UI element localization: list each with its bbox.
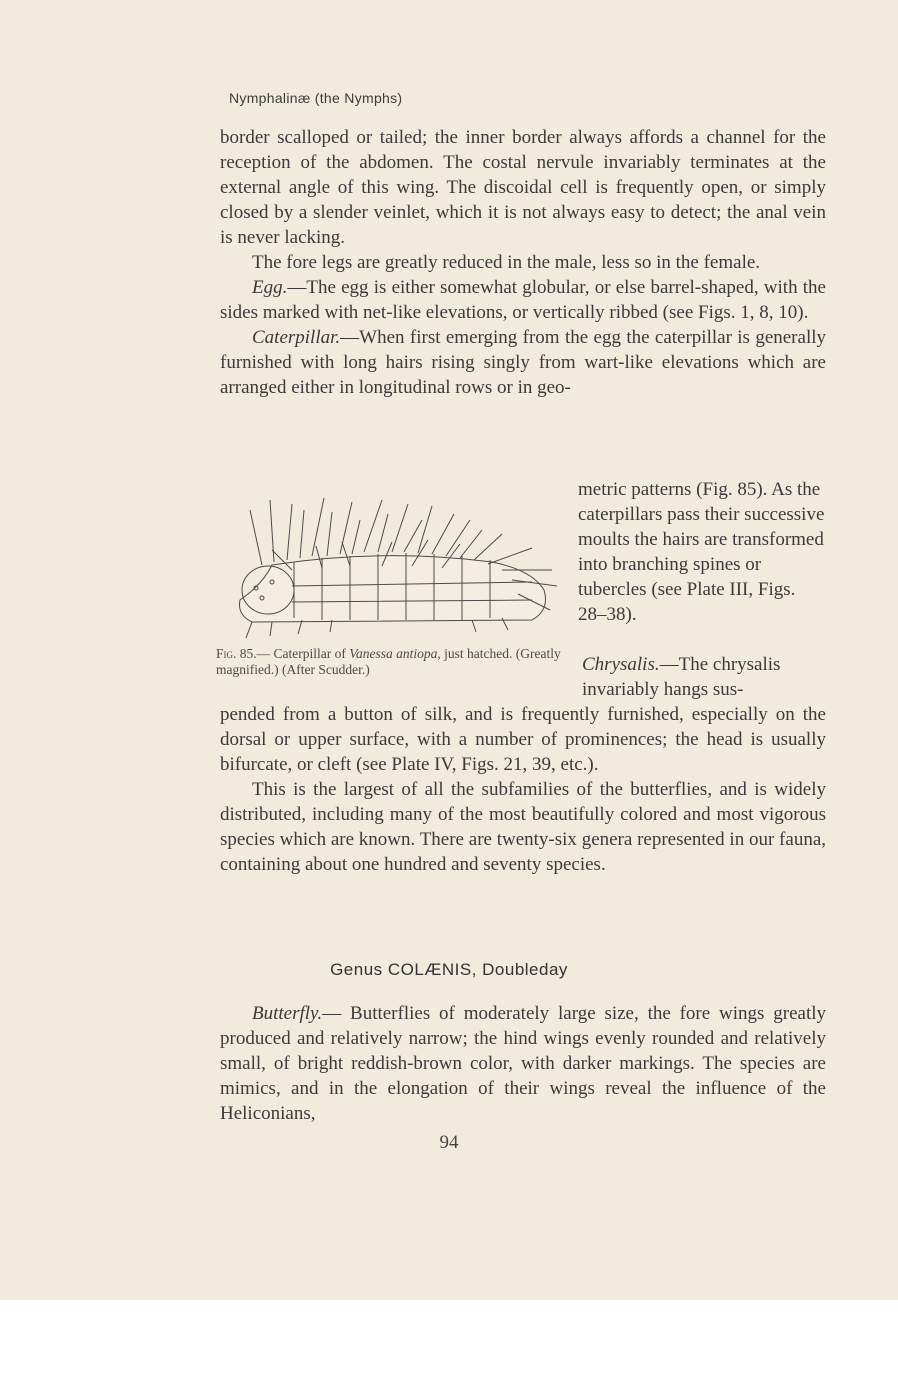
caption-fig-number: Fig. 85. xyxy=(216,646,257,661)
chrysalis-text: —The chrysalis invariably hangs sus- xyxy=(582,654,781,700)
chrysalis-label: Chrysalis. xyxy=(582,654,660,675)
page-number: 94 xyxy=(439,1132,459,1153)
paragraph-egg xyxy=(220,275,826,325)
caterpillar-text: —When first emerging from the egg the caterpillar is generally furnished with long hairs rising singly from wart-like elevations which are arranged either in longitudinal rows or in geo- xyxy=(220,327,826,398)
body-text-top xyxy=(220,125,826,400)
paragraph-caterpillar xyxy=(220,325,826,400)
egg-label: Egg. xyxy=(252,277,288,298)
paragraph-chrysalis-start xyxy=(578,652,826,702)
caterpillar-figure xyxy=(232,490,562,640)
running-header: Nymphalinæ (the Nymphs) xyxy=(229,90,403,106)
figure-caption xyxy=(216,646,572,678)
paragraph-butterfly xyxy=(220,1001,826,1126)
egg-text: —The egg is either somewhat globular, or else barrel-shaped, with the sides marked with net-like elevations, or vertically ribbed (see Figs. 1, 8, 10). xyxy=(220,277,826,323)
caterpillar-label: Caterpillar. xyxy=(252,327,341,348)
paragraph-subfamily: This is the largest of all the subfamilies of the butterflies, and is widely distributed, including many of the most beautifully colored and most vigorous species which are known. There are twenty-six genera represented in our fauna, containing about one hundred and seventy species. xyxy=(220,779,826,875)
caption-species: Vanessa antiopa xyxy=(349,646,438,661)
body-text-bottom xyxy=(220,1001,826,1126)
butterfly-text: — Butterflies of moderately large size, the fore wings greatly produced and relatively narrow; the hind wings evenly rounded and relatively small, of bright reddish-brown color, with darker markings. The species are mimics, and in the elongation of their wings reveal the influence of the Heliconians, xyxy=(220,1003,826,1124)
paragraph-chrysalis-cont: pended from a button of silk, and is frequently furnished, especially on the dorsal or upper surface, with a number of prominences; the head is usually bifurcate, or cleft (see Plate IV, Figs. 21, 39, etc.). xyxy=(220,704,826,775)
genus-heading: Genus COLÆNIS, Doubleday xyxy=(330,960,568,979)
butterfly-label: Butterfly. xyxy=(252,1003,323,1024)
body-text-middle xyxy=(220,702,826,877)
caption-text-b: , just hatched. (Greatly magnified.) (After Scudder.) xyxy=(216,646,561,677)
caterpillar-continuation: metric patterns (Fig. 85). As the caterpillars pass their successive moults the hairs are transformed into branching spines or tubercles (see Plate III, Figs. 28–38). xyxy=(578,479,825,625)
caterpillar-illustration xyxy=(232,490,562,640)
paragraph-wing-border: border scalloped or tailed; the inner border always affords a channel for the reception of the abdomen. The costal nervule invariably terminates at the external angle of this wing. The discoidal cell is frequently open, or simply closed by a slender veinlet, which it is not always easy to detect; the anal vein is never lacking. xyxy=(220,127,826,248)
caption-text-a: — Caterpillar of xyxy=(256,646,350,661)
bottom-margin-band xyxy=(0,1300,898,1390)
paragraph-fore-legs: The fore legs are greatly reduced in the male, less so in the female. xyxy=(252,252,761,273)
